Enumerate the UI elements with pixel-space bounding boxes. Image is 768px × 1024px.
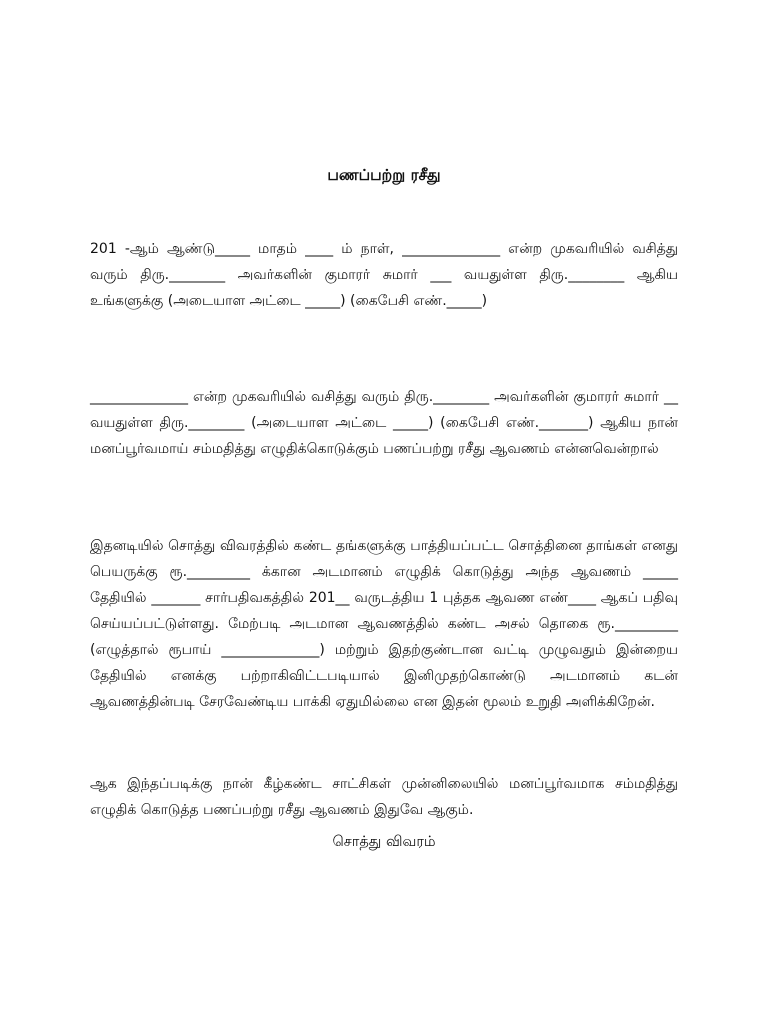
document-title: பணப்பற்று ரசீது	[327, 166, 441, 184]
property-details-heading: சொத்து விவரம்	[332, 834, 436, 850]
paragraph-declaration: ஆக இந்தப்படிக்கு நான் கீழ்கண்ட சாட்சிகள் முன்னிலையில் மனப்பூர்வமாக சம்மதித்து எழுதிக் கொடுத்த பணப்பற்று ரசீது ஆவணம் இதுவே ஆகும்.	[90, 776, 678, 818]
paragraph-issuer-details: ______________ என்ற முகவரியில் வசித்து வரும் திரு.________ அவர்களின் குமாரர் சுமார் __ வயதுள்ள திரு.________ (அடையாள அட்டை _____) (கைபேசி எண்._______) ஆகிய நான் மனப்பூர்வமாய் சம்மதித்து எழுதிக்கொடுக்கும் பணப்பற்று ரசீது ஆவணம் என்னவென்றால்	[90, 389, 678, 457]
paragraph-receipt-recipient: 201 -ஆம் ஆண்டு_____ மாதம் ____ ம் நாள், ______________ என்ற முகவரியில் வசித்து வரும் திரு.________ அவர்களின் குமாரர் சுமார் ___ வயதுள்ள திரு.________ ஆகிய உங்களுக்கு (அடையாள அட்டை _____) (கைபேசி எண்._____)	[90, 241, 678, 309]
paragraph-mortgage-details: இதனடியில் சொத்து விவரத்தில் கண்ட தங்களுக்கு பாத்தியப்பட்ட சொத்தினை தாங்கள் எனது பெயருக்கு ரூ._________ க்கான அடமானம் எழுதிக் கொடுத்து அந்த ஆவணம் _____ தேதியில் _______ சார்பதிவகத்தில் 201__ வருடத்திய 1 புத்தக ஆவண எண்____ ஆகப் பதிவு செய்யப்பட்டுள்ளது. மேற்படி அடமான ஆவணத்தில் கண்ட அசல் தொகை ரூ._________ (எழுத்தால் ரூபாய் ______________) மற்றும் இதற்குண்டான வட்டி முழுவதும் இன்றைய தேதியில் எனக்கு பற்றாகிவிட்டபடியால் இனிமுதற்கொண்டு அடமானம் கடன் ஆவணத்தின்படி சேரவேண்டிய பாக்கி ஏதுமில்லை என இதன் மூலம் உறுதி அளிக்கிறேன்.	[90, 538, 678, 710]
